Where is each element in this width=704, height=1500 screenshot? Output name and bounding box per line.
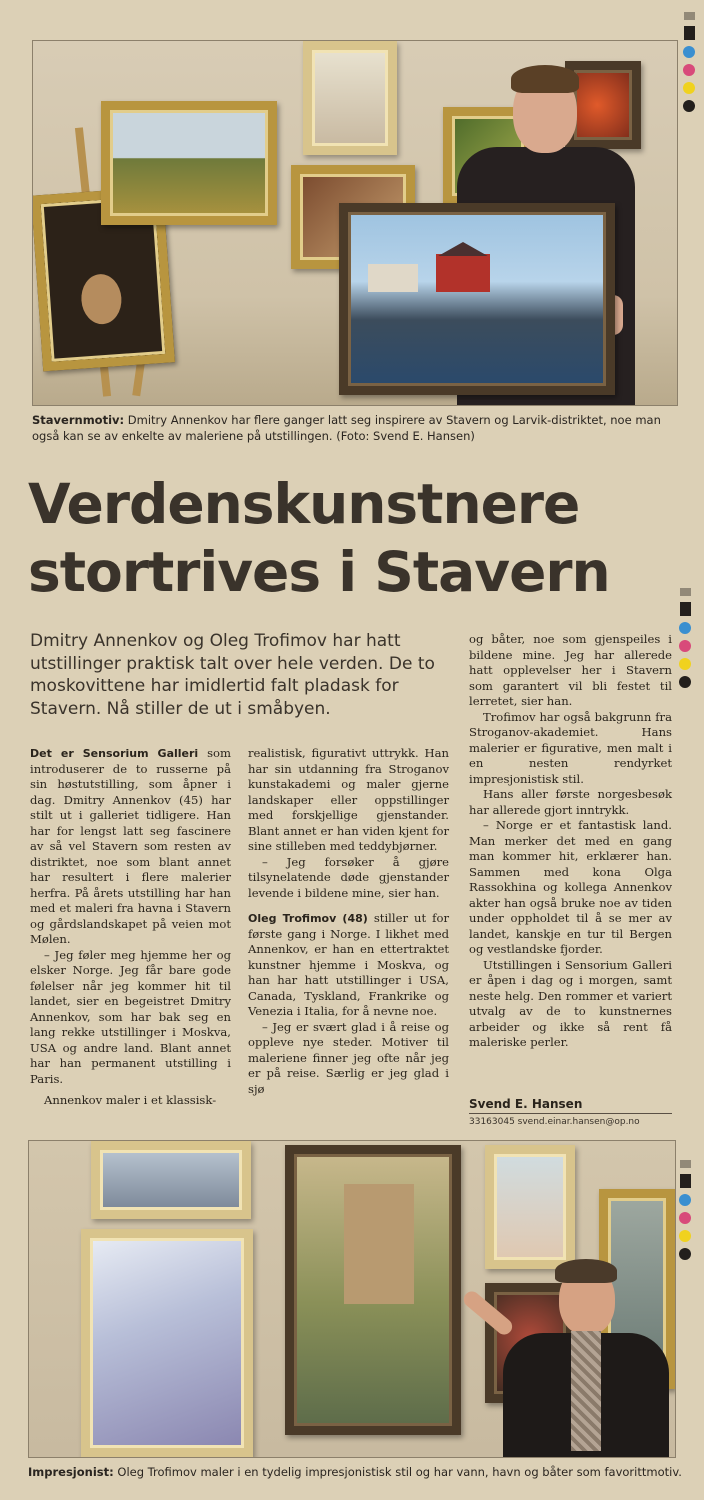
person-hair bbox=[555, 1259, 617, 1283]
col2-lead-in: Oleg Trofimov (48) bbox=[248, 912, 368, 925]
person-scarf bbox=[571, 1331, 601, 1451]
headline-line-1: Verdenskunstnere bbox=[28, 472, 580, 536]
col1-paragraph-1 bbox=[30, 746, 231, 948]
white-house-shape bbox=[368, 264, 418, 292]
photo-annenkov-gallery bbox=[32, 40, 678, 406]
painting-venice-canal bbox=[285, 1145, 461, 1435]
caption-top-label: Stavernmotiv: bbox=[32, 413, 125, 427]
caption-bottom bbox=[28, 1464, 692, 1480]
red-boathouse-shape bbox=[436, 254, 490, 292]
col1-paragraph-2: – Jeg føler meg hjemme her og elsker Norge. Jeg får bare gode følelser når jeg kommer hit til landet, sier en begeistret Dmitry Annenkov, som har bak seg en lang rekke utstillinger i Moskva, USA og andre land. Blant annet har han permanent utstilling i Paris. bbox=[30, 947, 231, 1086]
byline-name: Svend E. Hansen bbox=[469, 1095, 672, 1114]
col3-paragraph-2: Trofimov har også bakgrunn fra Stroganov-akademiet. Hans malerier er figurative, men malt i en nesten rendyrket impresjonistisk stil. bbox=[469, 709, 672, 786]
reg-mark-yellow-dot bbox=[679, 1230, 691, 1242]
article-column-2 bbox=[248, 746, 449, 1097]
caption-top bbox=[32, 412, 678, 444]
reg-mark-yellow-dot bbox=[679, 658, 691, 670]
lead-paragraph: Dmitry Annenkov og Oleg Trofimov har hatt utstillinger praktisk talt over hele verden. De to moskovittene har imidlertid falt pladask for Stavern. Nå stiller de ut i småbyen. bbox=[30, 631, 435, 719]
col2-paragraph-3 bbox=[248, 911, 449, 1020]
caption-bottom-label: Impresjonist: bbox=[28, 1465, 114, 1479]
col3-paragraph-1: og båter, noe som gjenspeiles i bildene mine. Jeg har allerede hatt opplevelser her i Stavern som garantert vil bli festet til lerretet, sier han. bbox=[469, 632, 672, 708]
reg-mark-cyan-dot bbox=[683, 46, 695, 58]
reg-mark-yellow-dot bbox=[683, 82, 695, 94]
reg-mark-grey bbox=[680, 1160, 691, 1168]
col2-p3-text: stiller ut for første gang i Norge. I likhet med Annenkov, er han en ettertraktet kunstner hjemme i Moskva, og han har hatt utstillinger i USA, Canada, Tyskland, Frankrike og Venezia i Italia, for å nevne noe. bbox=[248, 911, 449, 1018]
reg-mark-black-dot bbox=[679, 1248, 691, 1260]
registration-marks-bottom bbox=[678, 1160, 692, 1266]
headline-line-2: stortrives i Stavern bbox=[28, 540, 610, 604]
headline bbox=[28, 470, 668, 606]
col1-lead-in: Det er Sensorium Galleri bbox=[30, 747, 199, 760]
painting-farm-landscape bbox=[101, 101, 277, 225]
reg-mark-black-square bbox=[680, 602, 691, 616]
registration-marks-top bbox=[682, 12, 696, 118]
painting-winter-birches bbox=[81, 1229, 253, 1457]
reg-mark-cyan-dot bbox=[679, 622, 691, 634]
reg-mark-grey bbox=[684, 12, 695, 20]
byline-contact: 33163045 svend.einar.hansen@op.no bbox=[469, 1117, 640, 1127]
reg-mark-cyan-dot bbox=[679, 1194, 691, 1206]
painting-sky-small bbox=[91, 1141, 251, 1219]
col3-paragraph-3: Hans aller første norgesbesøk har allerede gjort inntrykk. bbox=[469, 787, 672, 817]
col1-paragraph-3: Annenkov maler i et klassisk- bbox=[44, 1093, 217, 1107]
reg-mark-black-square bbox=[680, 1174, 691, 1188]
registration-marks-middle bbox=[678, 588, 692, 694]
reg-mark-black-dot bbox=[679, 676, 691, 688]
caption-top-text: Dmitry Annenkov har flere ganger latt seg inspirere av Stavern og Larvik-distriktet, noe man også kan se av enkelte av maleriene på utstillingen. (Foto: Svend E. Hansen) bbox=[32, 413, 661, 443]
reg-mark-magenta-dot bbox=[679, 1212, 691, 1224]
col2-paragraph-2: – Jeg forsøker å gjøre tilsynelatende døde gjenstander levende i bildene mine, sier han. bbox=[248, 854, 449, 900]
reg-mark-black-square bbox=[684, 26, 695, 40]
caption-bottom-text: Oleg Trofimov maler i en tydelig impresjonistisk stil og har vann, havn og båter som favorittmotiv. bbox=[113, 1465, 682, 1479]
teddy-bear-shape bbox=[80, 273, 123, 326]
photo-trofimov-gallery bbox=[28, 1140, 676, 1458]
col1-p1-text: som introduserer de to russerne på sin høstutstilling, som åpner i dag. Dmitry Annenkov (45) har stilt ut i galleriet tidligere. Han har for lengst latt seg fascinere av så vel Stavern som resten av distriktet, noe som blant annet har resultert i flere malerier herfra. På årets utstilling har han med et maleri fra havna i Stavern og gårdslandskapet på veien mot Mølen. bbox=[30, 746, 232, 946]
painting-pastel-town bbox=[485, 1145, 575, 1269]
person-hair bbox=[511, 65, 579, 93]
reg-mark-magenta-dot bbox=[679, 640, 691, 652]
col3-paragraph-4: – Norge er et fantastisk land. Man merker det med en gang man kommer hit, erklærer han. Sammen med kona Olga Rassokhina og kollega Annenkov akter han også bruke noe av tiden under oppholdet til å se mer av landet, kanskje en tur til Bergen og vestlandske fjorder. bbox=[469, 818, 672, 956]
painting-flower-vase bbox=[303, 41, 397, 155]
article-column-3 bbox=[469, 632, 672, 1051]
reg-mark-magenta-dot bbox=[683, 64, 695, 76]
col2-paragraph-4: – Jeg er svært glad i å reise og oppleve nye steder. Motiver til maleriene finner jeg ofte når jeg er på reise. Særlig er jeg glad i sjø bbox=[248, 1019, 449, 1096]
venice-building-shape bbox=[344, 1184, 414, 1304]
reg-mark-black-dot bbox=[683, 100, 695, 112]
painting-stavern-harbor bbox=[339, 203, 615, 395]
article-column-1 bbox=[30, 746, 231, 1109]
reg-mark-grey bbox=[680, 588, 691, 596]
col2-paragraph-1: realistisk, figurativt uttrykk. Han har sin utdanning fra Stroganov kunstakademi og maler gjerne landskaper eller oppstillinger med forskjellige gjenstander. Blant annet er han viden kjent for sine stilleben med teddybjørner. bbox=[248, 746, 449, 853]
col3-paragraph-5: Utstillingen i Sensorium Galleri er åpen i dag og i morgen, samt neste helg. Den rommer et variert utvalg av de to kunstnernes arbeider og ikke så rent få maleriske perler. bbox=[469, 957, 672, 1049]
